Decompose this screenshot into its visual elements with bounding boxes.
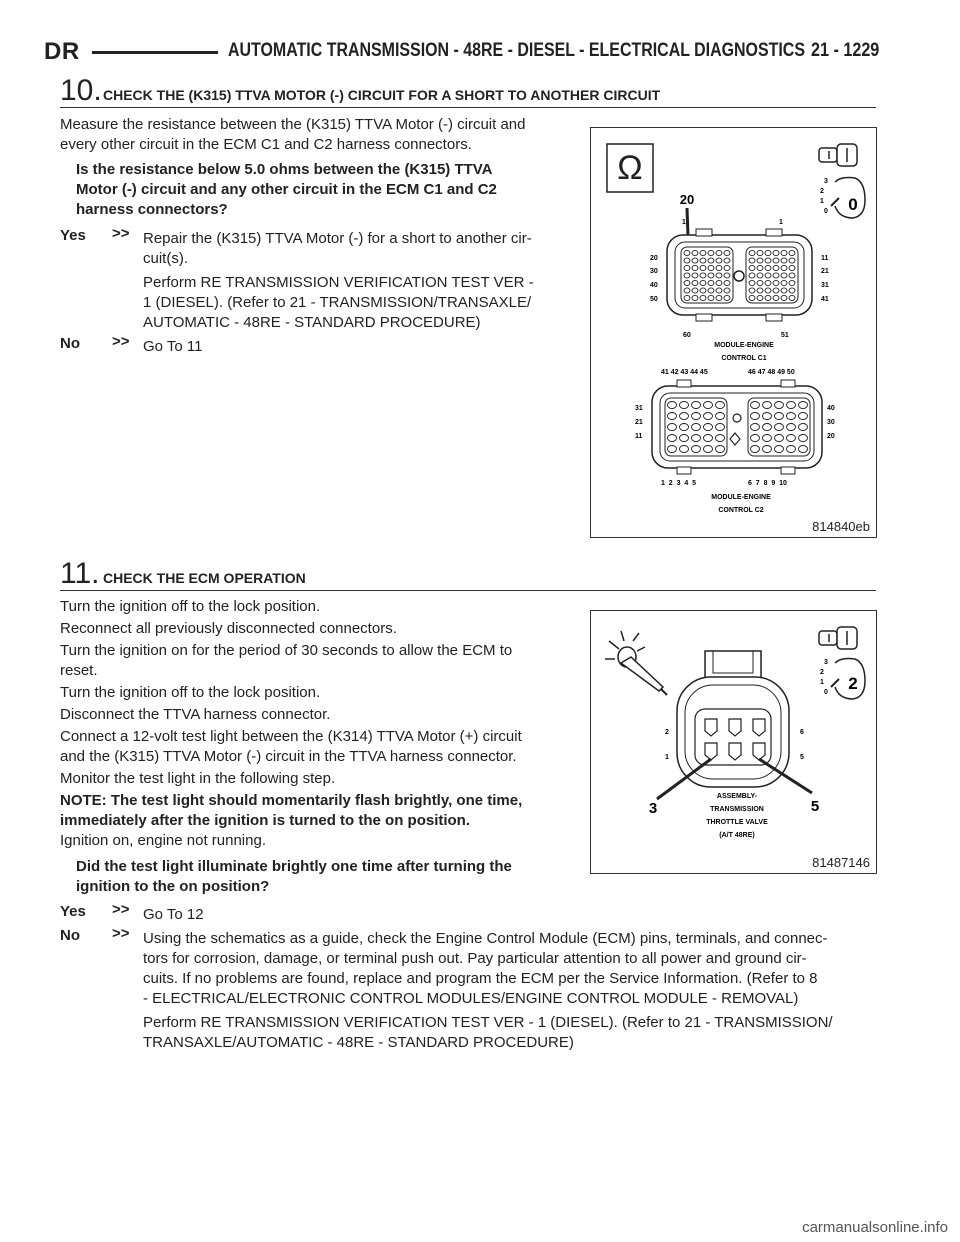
c2-bottom-pins-right: 6 7 8 9 10 [748, 480, 787, 487]
c2-bottom-pins-left: 1 2 3 4 5 [661, 480, 697, 487]
ttva-label-line1: ASSEMBLY- [716, 793, 758, 800]
c1-label-line2: CONTROL C1 [721, 355, 767, 362]
step11-question-line2: ignition to the on position? [76, 878, 270, 895]
meter-scale-2: 2 [820, 188, 824, 195]
c1-right-row-label: 31 [821, 282, 829, 289]
ttva-connector-figure [590, 610, 877, 874]
pin-callout: 20 [679, 192, 695, 207]
step11-no-line4: - ELECTRICAL/ELECTRONIC CONTROL MODULES/ENGINE CONTROL MODULE - REMOVAL) [143, 990, 799, 1007]
step10-question-line1: Is the resistance below 5.0 ohms between the (K315) TTVA [76, 161, 493, 178]
meter-scale-2: 2 [820, 669, 824, 676]
c2-top-pins-right: 46 47 48 49 50 [748, 369, 795, 376]
ttva-connector-diagram [591, 611, 878, 875]
ecm-connector-figure [590, 127, 877, 538]
ttva-label-line2: TRANSMISSION [710, 806, 764, 813]
step10-no-text: Go To 11 [143, 338, 203, 355]
ecm-connector-diagram [591, 128, 878, 539]
ttva-pin-label-right-top: 6 [800, 729, 804, 736]
c1-right-row-label: 11 [821, 255, 829, 262]
step11-yes-text: Go To 12 [143, 906, 204, 923]
step10-body-line1: Measure the resistance between the (K315) TTVA Motor (-) circuit and [60, 116, 526, 133]
meter-scale-3: 3 [824, 178, 828, 185]
yes-arrow: >> [112, 225, 130, 242]
test-light-icon [605, 631, 667, 695]
step11-p5: Disconnect the TTVA harness connector. [60, 706, 331, 723]
step10-yes-line3: Perform RE TRANSMISSION VERIFICATION TEST VER - [143, 274, 534, 291]
step11-p8: Ignition on, engine not running. [60, 832, 266, 849]
c2-left-row-label: 31 [635, 405, 643, 412]
step11-p7: Monitor the test light in the following step. [60, 770, 336, 787]
step11-no-line1: Using the schematics as a guide, check the Engine Control Module (ECM) pins, terminals, and connec- [143, 930, 828, 947]
step11-no-line5: Perform RE TRANSMISSION VERIFICATION TEST VER - 1 (DIESEL). (Refer to 21 - TRANSMISSION/ [143, 1014, 833, 1031]
meter-scale-0: 0 [824, 689, 828, 696]
no-label: No [60, 927, 80, 944]
ohm-symbol: Ω [617, 149, 643, 187]
callout-pin-3: 3 [648, 800, 658, 817]
header-rule [92, 51, 218, 54]
page-number: 21 - 1229 [810, 40, 879, 61]
c2-left-row-label: 21 [635, 419, 643, 426]
c1-left-row-label: 20 [650, 255, 658, 262]
c1-pin-bottom-left: 60 [683, 332, 691, 339]
step-title: CHECK THE (K315) TTVA MOTOR (-) CIRCUIT FOR A SHORT TO ANOTHER CIRCUIT [103, 87, 661, 103]
vehicle-code: DR [44, 38, 80, 65]
c1-pin-bottom-right: 51 [781, 332, 789, 339]
watermark: carmanualsonline.info [802, 1219, 948, 1236]
figure-id: 81487146 [812, 855, 870, 870]
step-number: 10. [60, 74, 102, 107]
ttva-label-line3: THROTTLE VALVE [706, 819, 768, 826]
ttva-pin-label-right-bottom: 5 [800, 754, 804, 761]
step11-p1: Turn the ignition off to the lock position. [60, 598, 321, 615]
step10-question-line3: harness connectors? [76, 201, 228, 218]
c2-right-row-label: 40 [827, 405, 835, 412]
ttva-pin-label-left-bottom: 1 [665, 754, 669, 761]
c2-label-line2: CONTROL C2 [718, 507, 764, 514]
probe-icon [819, 627, 857, 649]
step11-p3-line2: reset. [60, 662, 98, 679]
step11-p3-line1: Turn the ignition on for the period of 30 seconds to allow the ECM to [60, 642, 513, 659]
step10-yes-line2: cuit(s). [143, 250, 188, 267]
step10-yes-line1: Repair the (K315) TTVA Motor (-) for a short to another cir- [143, 230, 532, 247]
step11-no-line2: tors for corrosion, damage, or terminal push out. Pay particular attention to all power and ground cir- [143, 950, 807, 967]
page-title: AUTOMATIC TRANSMISSION - 48RE - DIESEL - ELECTRICAL DIAGNOSTICS [228, 40, 805, 61]
step11-p6-line2: and the (K315) TTVA Motor (-) circuit in the TTVA harness connector. [60, 748, 517, 765]
c1-right-row-label: 41 [821, 296, 829, 303]
yes-label: Yes [60, 903, 86, 920]
step11-p4: Turn the ignition off to the lock position. [60, 684, 321, 701]
page-header [44, 36, 879, 66]
step11-note-line2: immediately after the ignition is turned to the on position. [60, 812, 471, 829]
c2-right-row-label: 20 [827, 433, 835, 440]
yes-label: Yes [60, 227, 86, 244]
step11-no-line3: cuits. If no problems are found, replace and program the ECM per the Service Information. (Refer to 8 [143, 970, 818, 987]
c1-pin-top-right: 1 [779, 219, 783, 226]
callout-pin-5: 5 [810, 798, 820, 815]
meter-readout: 2 [848, 674, 858, 693]
no-arrow: >> [112, 925, 130, 942]
no-arrow: >> [112, 333, 130, 350]
no-label: No [60, 335, 80, 352]
meter-scale-0: 0 [824, 208, 828, 215]
step-number: 11. [60, 557, 100, 590]
step11-no-line6: TRANSAXLE/AUTOMATIC - 48RE - STANDARD PROCEDURE) [143, 1034, 574, 1051]
step-11-heading [60, 557, 876, 591]
c1-left-row-label: 40 [650, 282, 658, 289]
meter-readout: 0 [848, 195, 858, 214]
step11-p6-line1: Connect a 12-volt test light between the (K314) TTVA Motor (+) circuit [60, 728, 522, 745]
step10-yes-line4: 1 (DIESEL). (Refer to 21 - TRANSMISSION/TRANSAXLE/ [143, 294, 532, 311]
step-title: CHECK THE ECM OPERATION [103, 570, 306, 586]
step11-question-line1: Did the test light illuminate brightly one time after turning the [76, 858, 512, 875]
c2-connector-body [652, 380, 822, 474]
c1-right-row-label: 21 [821, 268, 829, 275]
c2-left-row-label: 11 [635, 433, 643, 440]
c1-left-row-label: 50 [650, 296, 658, 303]
step11-note-line1: NOTE: The test light should momentarily flash brightly, one time, [60, 792, 523, 809]
step11-p2: Reconnect all previously disconnected connectors. [60, 620, 397, 637]
step10-yes-line5: AUTOMATIC - 48RE - STANDARD PROCEDURE) [143, 314, 481, 331]
c1-left-row-label: 30 [650, 268, 658, 275]
probe-icon [819, 144, 857, 166]
c2-right-row-label: 30 [827, 419, 835, 426]
step-10-heading [60, 74, 876, 108]
step10-question-line2: Motor (-) circuit and any other circuit in the ECM C1 and C2 [76, 181, 497, 198]
ttva-pin-label-left-top: 2 [665, 729, 669, 736]
step10-body-line2: every other circuit in the ECM C1 and C2 harness connectors. [60, 136, 472, 153]
meter-scale-3: 3 [824, 659, 828, 666]
c2-label-line1: MODULE-ENGINE [711, 494, 771, 501]
meter-scale-1: 1 [820, 679, 824, 686]
c1-connector-body [667, 229, 812, 321]
yes-arrow: >> [112, 901, 130, 918]
ttva-label-line4: (A/T 48RE) [719, 832, 755, 839]
c1-label-line1: MODULE-ENGINE [714, 342, 774, 349]
figure-id: 814840eb [812, 519, 870, 534]
c1-pin-top-left: 1 [682, 219, 686, 226]
c2-top-pins-left: 41 42 43 44 45 [661, 369, 708, 376]
meter-scale-1: 1 [820, 198, 824, 205]
